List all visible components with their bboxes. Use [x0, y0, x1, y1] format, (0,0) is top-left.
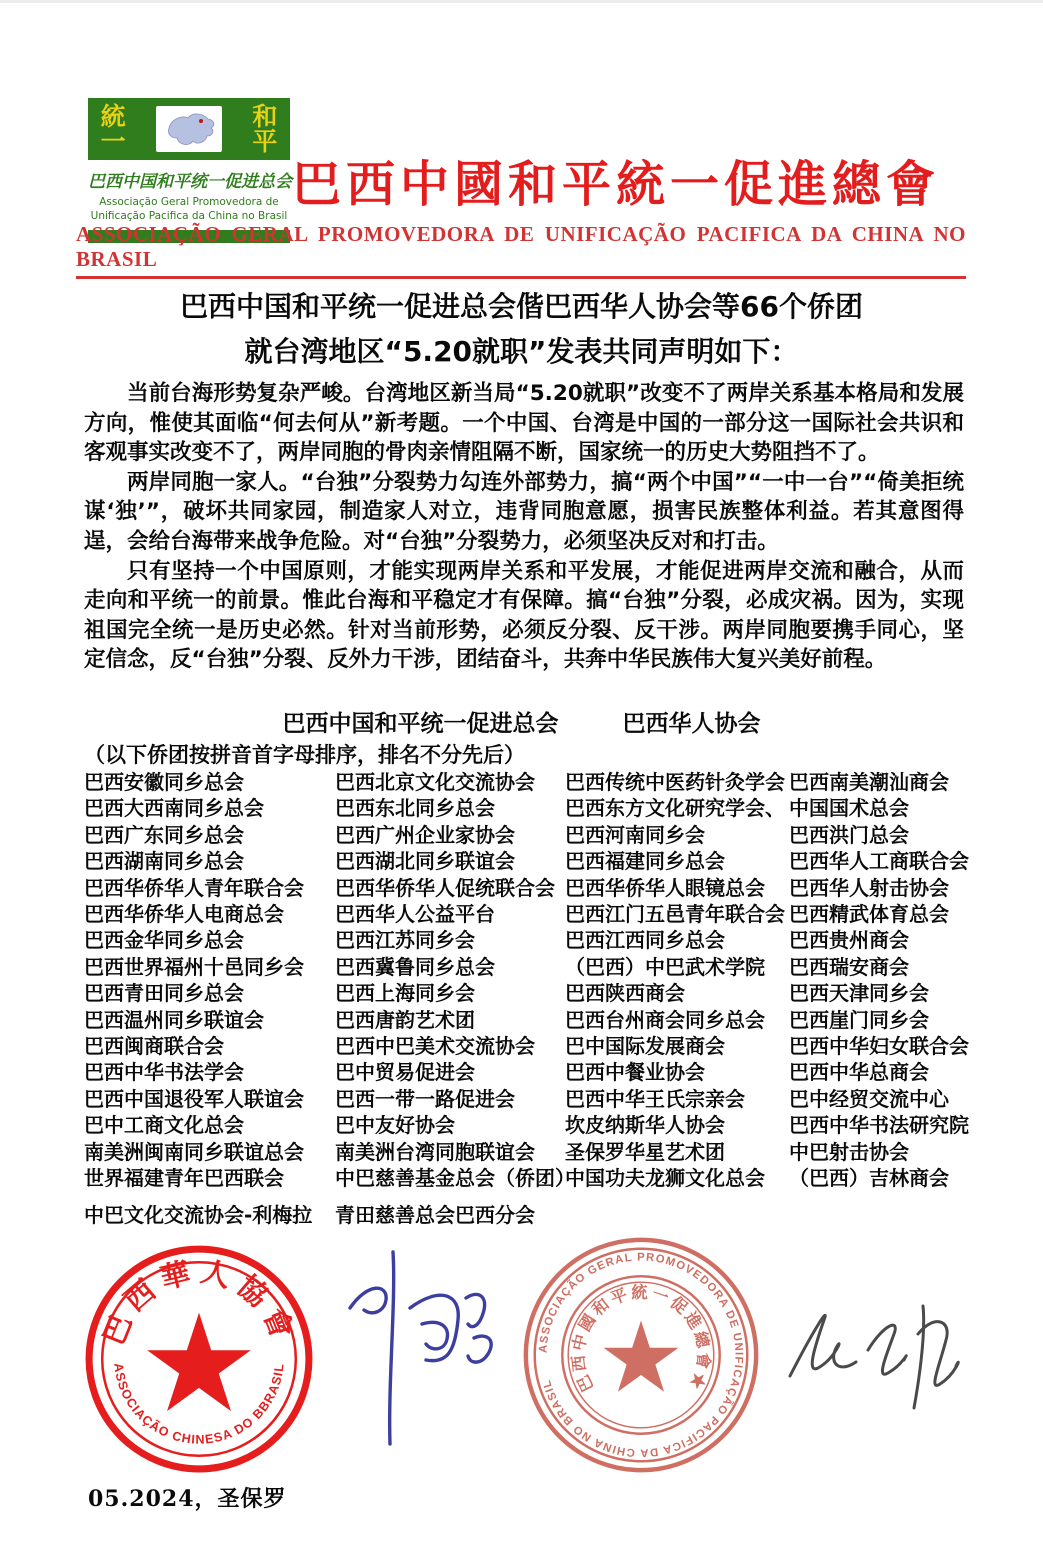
- signatory-item: 巴西中餐业协会: [565, 1060, 705, 1085]
- signatory-item: 巴西中华妇女联合会: [789, 1034, 969, 1059]
- signatory-item: 中国国术总会: [789, 796, 909, 821]
- china-map-icon: [156, 106, 222, 152]
- signatory-item: 巴西温州同乡联谊会: [84, 1007, 264, 1032]
- page-subtitle-portuguese: ASSOCIAÇÃO GERAL PROMOVEDORA DE UNIFICAÇÃO PACIFICA DA CHINA NO BRASIL: [76, 222, 966, 279]
- signatory-item: 巴西瑞安商会: [789, 954, 909, 979]
- signatory-item: 巴西传统中医药针灸学会: [565, 770, 785, 794]
- signatory-item: 巴中贸易促进会: [335, 1060, 475, 1085]
- statement-body: [84, 379, 964, 675]
- signatory-column-3: [565, 769, 789, 1228]
- signatory-item: 巴西河南同乡会: [565, 822, 705, 847]
- star-icon: [604, 1321, 679, 1392]
- signatory-item: 中巴射击协会: [789, 1139, 909, 1164]
- headline-line1: 巴西中国和平统一促进总会偕巴西华人协会等66个侨团: [180, 290, 863, 323]
- signatory-item: 巴西东方文化研究学会、: [565, 796, 785, 821]
- signatory-item: （巴西）中巴武术学院: [565, 954, 765, 979]
- seal2-inner-text: 巴西中國和平統一促進總會★: [568, 1282, 714, 1395]
- signatory-item: 巴西东北同乡总会: [335, 796, 495, 821]
- handwritten-signature-gray: [768, 1276, 978, 1436]
- signatory-item: 巴中国际发展商会: [565, 1034, 725, 1059]
- signatory-item: 巴中工商文化总会: [84, 1113, 244, 1138]
- signatory-item: 巴西广州企业家协会: [335, 822, 515, 847]
- signatory-item: 巴西唐韵艺术团: [335, 1007, 475, 1032]
- signatory-item: 巴西南美潮汕商会: [789, 770, 949, 794]
- date-and-place: 05.2024，圣保罗: [88, 1486, 287, 1512]
- paragraph-1: 当前台海形势复杂严峻。台湾地区新当局“5.20就职”改变不了两岸关系基本格局和发展方向，惟使其面临“何去何从”新考题。一个中国、台湾是中国的一部分这一国际社会共识和客观事实改变不了，两岸同胞的骨肉亲情阻隔不断，国家统一的历史大势阻挡不了。: [84, 381, 964, 466]
- logo-org-name-cn: 巴西中国和平统一促进总会: [88, 172, 292, 192]
- signatory-item: 巴西湖北同乡联谊会: [335, 849, 515, 874]
- signatory-item: 巴西华侨华人青年联合会: [84, 875, 304, 900]
- signatory-item: 巴西华人公益平台: [335, 902, 495, 927]
- signatory-item: 巴西华侨华人电商总会: [84, 902, 284, 927]
- signatory-item: 巴西江门五邑青年联合会: [565, 902, 785, 927]
- signatory-item: 巴西中巴美术交流协会: [335, 1034, 535, 1059]
- signatory-item: 南美洲台湾同胞联谊会: [335, 1139, 535, 1164]
- signatory-item: 巴中友好协会: [335, 1113, 455, 1138]
- signatory-column-1: [84, 769, 335, 1228]
- signatory-item: 巴西洪门总会: [789, 822, 909, 847]
- headline-line2: 就台湾地区“5.20就职”发表共同声明如下：: [244, 335, 799, 368]
- signatory-item: 中巴文化交流协会-利梅拉: [84, 1202, 313, 1227]
- signatory-item: 坎皮纳斯华人协会: [565, 1113, 725, 1138]
- seal1-top-text: 巴西華人協會: [96, 1253, 302, 1350]
- signatory-item: 巴西广东同乡总会: [84, 822, 244, 847]
- signatory-item: 巴西福建同乡总会: [565, 849, 725, 874]
- signatory-item: 巴西精武体育总会: [789, 902, 949, 927]
- logo-org-pt-line1: Associação Geral Promovedora de: [99, 196, 279, 208]
- signatory-item: 巴西安徽同乡总会: [84, 770, 244, 794]
- logo-org-pt-line2: Unificação Pacifica da China no Brasil: [90, 209, 288, 222]
- signatory-item: 巴西华人射击协会: [789, 875, 949, 900]
- ordering-note: （以下侨团按拼音首字母排序，排名不分先后）: [84, 743, 525, 767]
- signatory-column-2: [335, 769, 575, 1228]
- logo-peace-characters: 和平: [252, 102, 278, 156]
- primary-signatory-1: 巴西中国和平统一促进总会: [282, 711, 559, 737]
- page-title: 巴西中國和平統一促進總會: [291, 155, 940, 213]
- signatory-item: 中巴慈善基金总会（侨团）: [335, 1166, 575, 1191]
- signatory-item: （巴西）吉林商会: [789, 1166, 949, 1191]
- signatory-item: 南美洲闽南同乡联谊总会: [84, 1139, 304, 1164]
- seal1-bottom-text: ASSOCIAÇÃO CHINESA DO BBRASIL: [111, 1362, 287, 1447]
- handwritten-signature-blue: [298, 1246, 498, 1451]
- signatory-item: 巴西台州商会同乡总会: [565, 1007, 765, 1032]
- signatory-item: 巴西华人工商联合会: [789, 849, 969, 874]
- star-icon: [147, 1313, 251, 1412]
- signatory-item: 巴西陕西商会: [565, 981, 685, 1006]
- signatory-item: 巴西崖门同乡会: [789, 1007, 929, 1032]
- chinese-association-seal: [78, 1238, 320, 1480]
- signatory-item: 巴西青田同乡总会: [84, 981, 244, 1006]
- signatory-item: 巴西一带一路促进会: [335, 1086, 515, 1111]
- signatory-item: 巴西贵州商会: [789, 928, 909, 953]
- paragraph-2: 两岸同胞一家人。“台独”分裂势力勾连外部势力，搞“两个中国”“一中一台”“倚美拒统谋‘独’”，破坏共同家园，制造家人对立，违背同胞意愿，损害民族整体利益。若其意图得逞，会给台海带来战争危险。对“台独”分裂势力，必须坚决反对和打击。: [84, 469, 964, 554]
- signatory-item: 巴西中华书法学会: [84, 1060, 244, 1085]
- signatory-item: 巴西湖南同乡总会: [84, 849, 244, 874]
- primary-signatories: [0, 705, 1043, 738]
- signatory-columns: [84, 769, 1043, 1228]
- signatory-item: 巴西中华书法研究院: [789, 1113, 969, 1138]
- signatory-item: 巴西上海同乡会: [335, 981, 475, 1006]
- signatory-item: 巴西中华总商会: [789, 1060, 929, 1085]
- signatory-item: 巴西北京文化交流协会: [335, 770, 535, 794]
- page-top-edge: [0, 0, 1043, 3]
- china-map-svg: [160, 108, 218, 150]
- signatory-item: 巴西中国退役军人联谊会: [84, 1086, 304, 1111]
- signatory-item: 圣保罗华星艺术团: [565, 1139, 725, 1164]
- signatory-item: 巴西华侨华人眼镜总会: [565, 875, 765, 900]
- paragraph-3: 只有坚持一个中国原则，才能实现两岸关系和平发展，才能促进两岸交流和融合，从而走向和平统一的前景。惟此台海和平稳定才有保障。搞“台独”分裂，必成灾祸。因为，实现祖国完全统一是历史必然。针对当前形势，必须反分裂、反干涉。两岸同胞要携手同心，坚定信念，反“台独”分裂、反外力干涉，团结奋斗，共奔中华民族伟大复兴美好前程。: [84, 558, 964, 673]
- signatory-item: 巴西江苏同乡会: [335, 928, 475, 953]
- signatory-item: 巴西闽商联合会: [84, 1034, 224, 1059]
- signatory-item: 世界福建青年巴西联会: [84, 1166, 284, 1191]
- signatory-item: 巴西中华王氏宗亲会: [565, 1086, 745, 1111]
- signatory-item: 巴西大西南同乡总会: [84, 796, 264, 821]
- signatory-item: 巴西金华同乡总会: [84, 928, 244, 953]
- seal2-ring-text: ASSOCIAÇÃO GERAL PROMOVEDORA DE UNIFICAÇÃO PACIFICA DA CHINA NO BRASIL: [537, 1251, 745, 1459]
- logo-unification-characters: 統一: [100, 102, 126, 156]
- signatory-item: 巴西世界福州十邑同乡会: [84, 954, 304, 979]
- signatory-item: 巴西华侨华人促统联合会: [335, 875, 555, 900]
- signatory-item: 中国功夫龙狮文化总会: [565, 1166, 765, 1191]
- primary-signatory-2: 巴西华人协会: [622, 711, 761, 737]
- signatory-item: 巴西天津同乡会: [789, 981, 929, 1006]
- signatory-item: 青田慈善总会巴西分会: [335, 1202, 535, 1227]
- statement-headline: [0, 284, 1043, 374]
- signatory-item: 巴中经贸交流中心: [789, 1086, 949, 1111]
- signatory-column-4: [789, 769, 1043, 1228]
- unification-association-seal: [518, 1232, 764, 1478]
- signatory-item: 巴西冀鲁同乡总会: [335, 954, 495, 979]
- signatory-item: 巴西江西同乡总会: [565, 928, 725, 953]
